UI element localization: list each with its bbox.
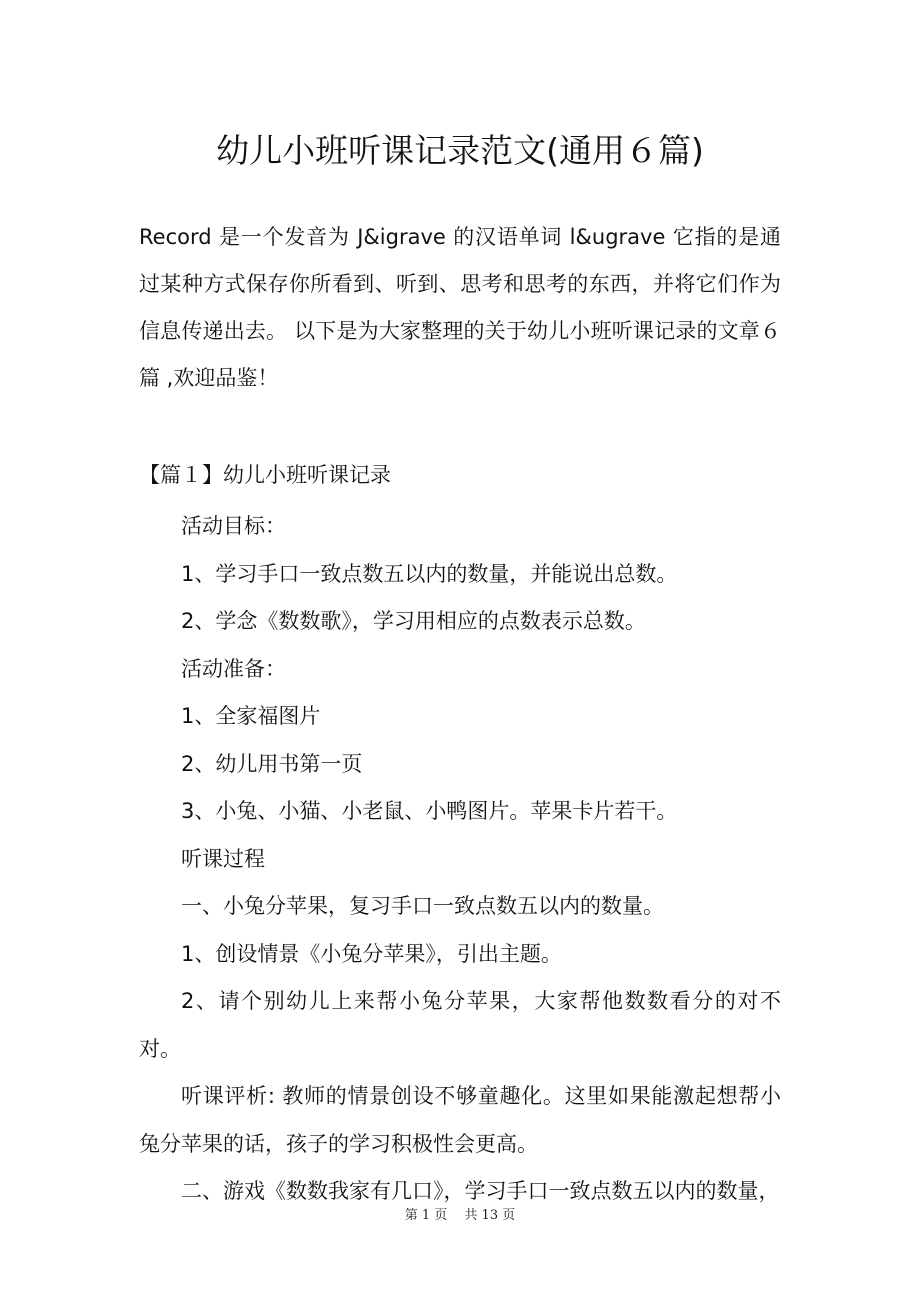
paragraph: 2、学念《数数歌》，学习用相应的点数表示总数。 bbox=[181, 609, 646, 633]
paragraph: 1、创设情景《小兔分苹果》，引出主题。 bbox=[181, 941, 562, 966]
section-body bbox=[139, 503, 781, 1216]
paragraph: 活动准备： bbox=[181, 656, 286, 681]
section-heading: 【篇１】幼儿小班听课记录 bbox=[139, 463, 391, 487]
paragraph: 2、幼儿用书第一页 bbox=[181, 751, 363, 776]
paragraph: 二、游戏《数数我家有几口》，学习手口一致点数五以内的数量， bbox=[181, 1179, 780, 1203]
paragraph: 一、小兔分苹果，复习手口一致点数五以内的数量。 bbox=[181, 894, 664, 918]
document-title: 幼儿小班听课记录范文(通用６篇) bbox=[216, 131, 704, 170]
paragraph: 活动目标： bbox=[181, 514, 286, 538]
paragraph: 3、小兔、小猫、小老鼠、小鸭图片。苹果卡片若干。 bbox=[181, 799, 678, 823]
paragraph: 听课过程 bbox=[181, 846, 265, 871]
paragraph: 听课评析: 教师的情景创设不够童趣化。这里如果能激起想帮小兔分苹果的话，孩子的学习积极性会更高。 bbox=[139, 1084, 781, 1156]
intro-paragraph: Record 是一个发音为 J&igrave 的汉语单词 l&ugrave 它指的是通过某种方式保存你所看到、听到、思考和思考的东西，并将它们作为信息传递出去。 以下是为大家整理的关于幼儿小班听课记录的文章６篇 ,欢迎品鉴！ bbox=[139, 225, 781, 390]
paragraph: 2、请个别幼儿上来帮小兔分苹果，大家帮他数数看分的对不对。 bbox=[139, 989, 781, 1061]
paragraph: 1、学习手口一致点数五以内的数量，并能说出总数。 bbox=[181, 561, 678, 586]
page-footer: 第 1 页 共 13 页 bbox=[404, 1208, 516, 1223]
paragraph: 1、全家福图片 bbox=[181, 704, 321, 728]
